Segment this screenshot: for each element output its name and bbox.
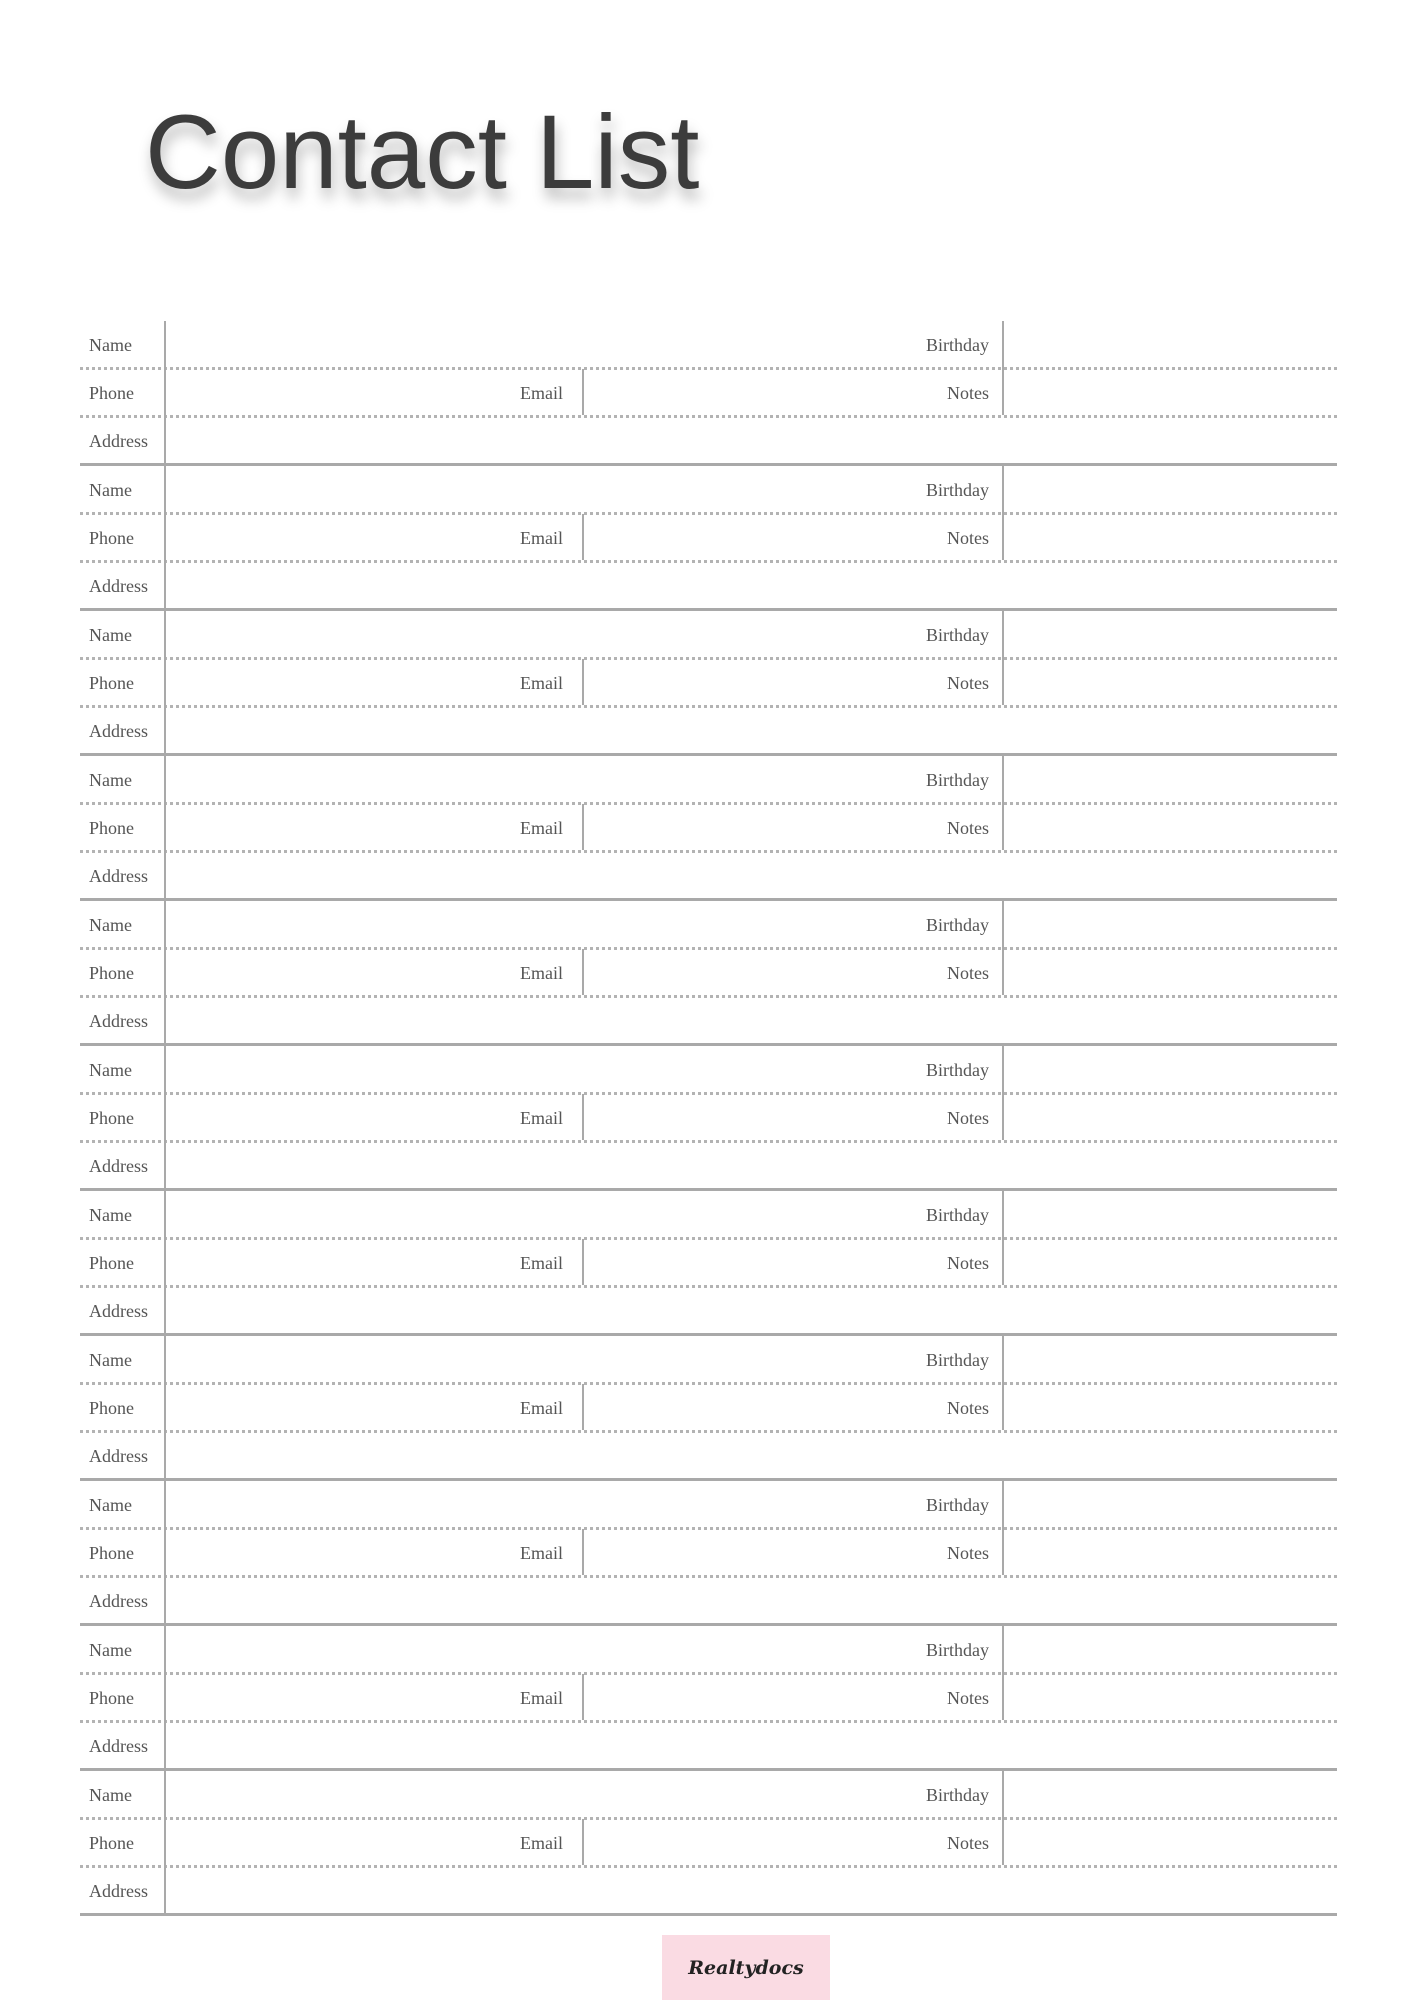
contact-entry (80, 321, 1337, 466)
notes-label: Notes (947, 1833, 989, 1853)
birthday-label: Birthday (926, 1785, 989, 1805)
address-row[interactable] (80, 1287, 1337, 1333)
birthday-label: Birthday (926, 625, 989, 645)
notes-label: Notes (947, 1543, 989, 1563)
notes-label: Notes (947, 1253, 989, 1273)
birthday-label: Birthday (926, 335, 989, 355)
email-label: Email (520, 528, 563, 548)
birthday-label: Birthday (926, 1495, 989, 1515)
name-label: Name (89, 480, 132, 500)
birthday-label: Birthday (926, 1640, 989, 1660)
notes-label: Notes (947, 963, 989, 983)
address-row[interactable] (80, 417, 1337, 463)
name-row[interactable] (80, 1481, 1337, 1529)
phone-row[interactable] (80, 949, 1337, 997)
name-label: Name (89, 1350, 132, 1370)
email-label: Email (520, 818, 563, 838)
phone-label: Phone (89, 1253, 134, 1273)
phone-row[interactable] (80, 1384, 1337, 1432)
birthday-label: Birthday (926, 480, 989, 500)
email-label: Email (520, 1543, 563, 1563)
notes-label: Notes (947, 1398, 989, 1418)
contact-entry (80, 1771, 1337, 1916)
notes-label: Notes (947, 818, 989, 838)
contact-entry (80, 1481, 1337, 1626)
email-label: Email (520, 673, 563, 693)
name-row[interactable] (80, 466, 1337, 514)
address-row[interactable] (80, 852, 1337, 898)
phone-row[interactable] (80, 1529, 1337, 1577)
email-label: Email (520, 1398, 563, 1418)
contact-entry (80, 611, 1337, 756)
phone-label: Phone (89, 818, 134, 838)
name-label: Name (89, 1785, 132, 1805)
name-row[interactable] (80, 1336, 1337, 1384)
address-row[interactable] (80, 562, 1337, 608)
address-label: Address (89, 1011, 148, 1031)
name-label: Name (89, 335, 132, 355)
name-label: Name (89, 1640, 132, 1660)
name-label: Name (89, 1205, 132, 1225)
notes-label: Notes (947, 1108, 989, 1128)
contact-entry (80, 466, 1337, 611)
address-row[interactable] (80, 1142, 1337, 1188)
phone-row[interactable] (80, 514, 1337, 562)
notes-label: Notes (947, 1688, 989, 1708)
address-label: Address (89, 1446, 148, 1466)
phone-label: Phone (89, 1688, 134, 1708)
notes-label: Notes (947, 673, 989, 693)
name-label: Name (89, 1495, 132, 1515)
name-label: Name (89, 915, 132, 935)
phone-label: Phone (89, 1108, 134, 1128)
email-label: Email (520, 1833, 563, 1853)
address-row[interactable] (80, 1432, 1337, 1478)
address-label: Address (89, 1881, 148, 1901)
address-row[interactable] (80, 1577, 1337, 1623)
brand-logo: Realtydocs (688, 1956, 804, 1979)
phone-label: Phone (89, 673, 134, 693)
contact-entry (80, 1336, 1337, 1481)
contact-entry (80, 756, 1337, 901)
name-row[interactable] (80, 321, 1337, 369)
email-label: Email (520, 963, 563, 983)
phone-row[interactable] (80, 659, 1337, 707)
birthday-label: Birthday (926, 1060, 989, 1080)
email-label: Email (520, 1253, 563, 1273)
address-label: Address (89, 721, 148, 741)
phone-row[interactable] (80, 1674, 1337, 1722)
address-label: Address (89, 1591, 148, 1611)
phone-label: Phone (89, 963, 134, 983)
notes-label: Notes (947, 383, 989, 403)
address-row[interactable] (80, 1867, 1337, 1913)
contact-entry (80, 901, 1337, 1046)
name-label: Name (89, 625, 132, 645)
name-row[interactable] (80, 1046, 1337, 1094)
phone-label: Phone (89, 1543, 134, 1563)
name-row[interactable] (80, 1771, 1337, 1819)
address-label: Address (89, 1156, 148, 1176)
notes-label: Notes (947, 528, 989, 548)
page-title: Contact List (145, 94, 700, 211)
address-label: Address (89, 576, 148, 596)
name-row[interactable] (80, 756, 1337, 804)
phone-row[interactable] (80, 1819, 1337, 1867)
birthday-label: Birthday (926, 915, 989, 935)
name-row[interactable] (80, 1191, 1337, 1239)
contact-entry (80, 1626, 1337, 1771)
phone-label: Phone (89, 1833, 134, 1853)
name-label: Name (89, 770, 132, 790)
phone-label: Phone (89, 528, 134, 548)
address-label: Address (89, 1736, 148, 1756)
birthday-label: Birthday (926, 1205, 989, 1225)
birthday-label: Birthday (926, 770, 989, 790)
name-row[interactable] (80, 1626, 1337, 1674)
address-row[interactable] (80, 1722, 1337, 1768)
address-row[interactable] (80, 997, 1337, 1043)
address-row[interactable] (80, 707, 1337, 753)
address-label: Address (89, 1301, 148, 1321)
address-label: Address (89, 431, 148, 451)
phone-label: Phone (89, 383, 134, 403)
phone-row[interactable] (80, 1239, 1337, 1287)
contact-list (80, 321, 1337, 1916)
contact-entry (80, 1046, 1337, 1191)
phone-row[interactable] (80, 1094, 1337, 1142)
birthday-label: Birthday (926, 1350, 989, 1370)
phone-row[interactable] (80, 804, 1337, 852)
phone-label: Phone (89, 1398, 134, 1418)
email-label: Email (520, 1108, 563, 1128)
name-label: Name (89, 1060, 132, 1080)
contact-entry (80, 1191, 1337, 1336)
email-label: Email (520, 383, 563, 403)
phone-row[interactable] (80, 369, 1337, 417)
brand-badge (662, 1935, 830, 2000)
email-label: Email (520, 1688, 563, 1708)
name-row[interactable] (80, 611, 1337, 659)
address-label: Address (89, 866, 148, 886)
name-row[interactable] (80, 901, 1337, 949)
